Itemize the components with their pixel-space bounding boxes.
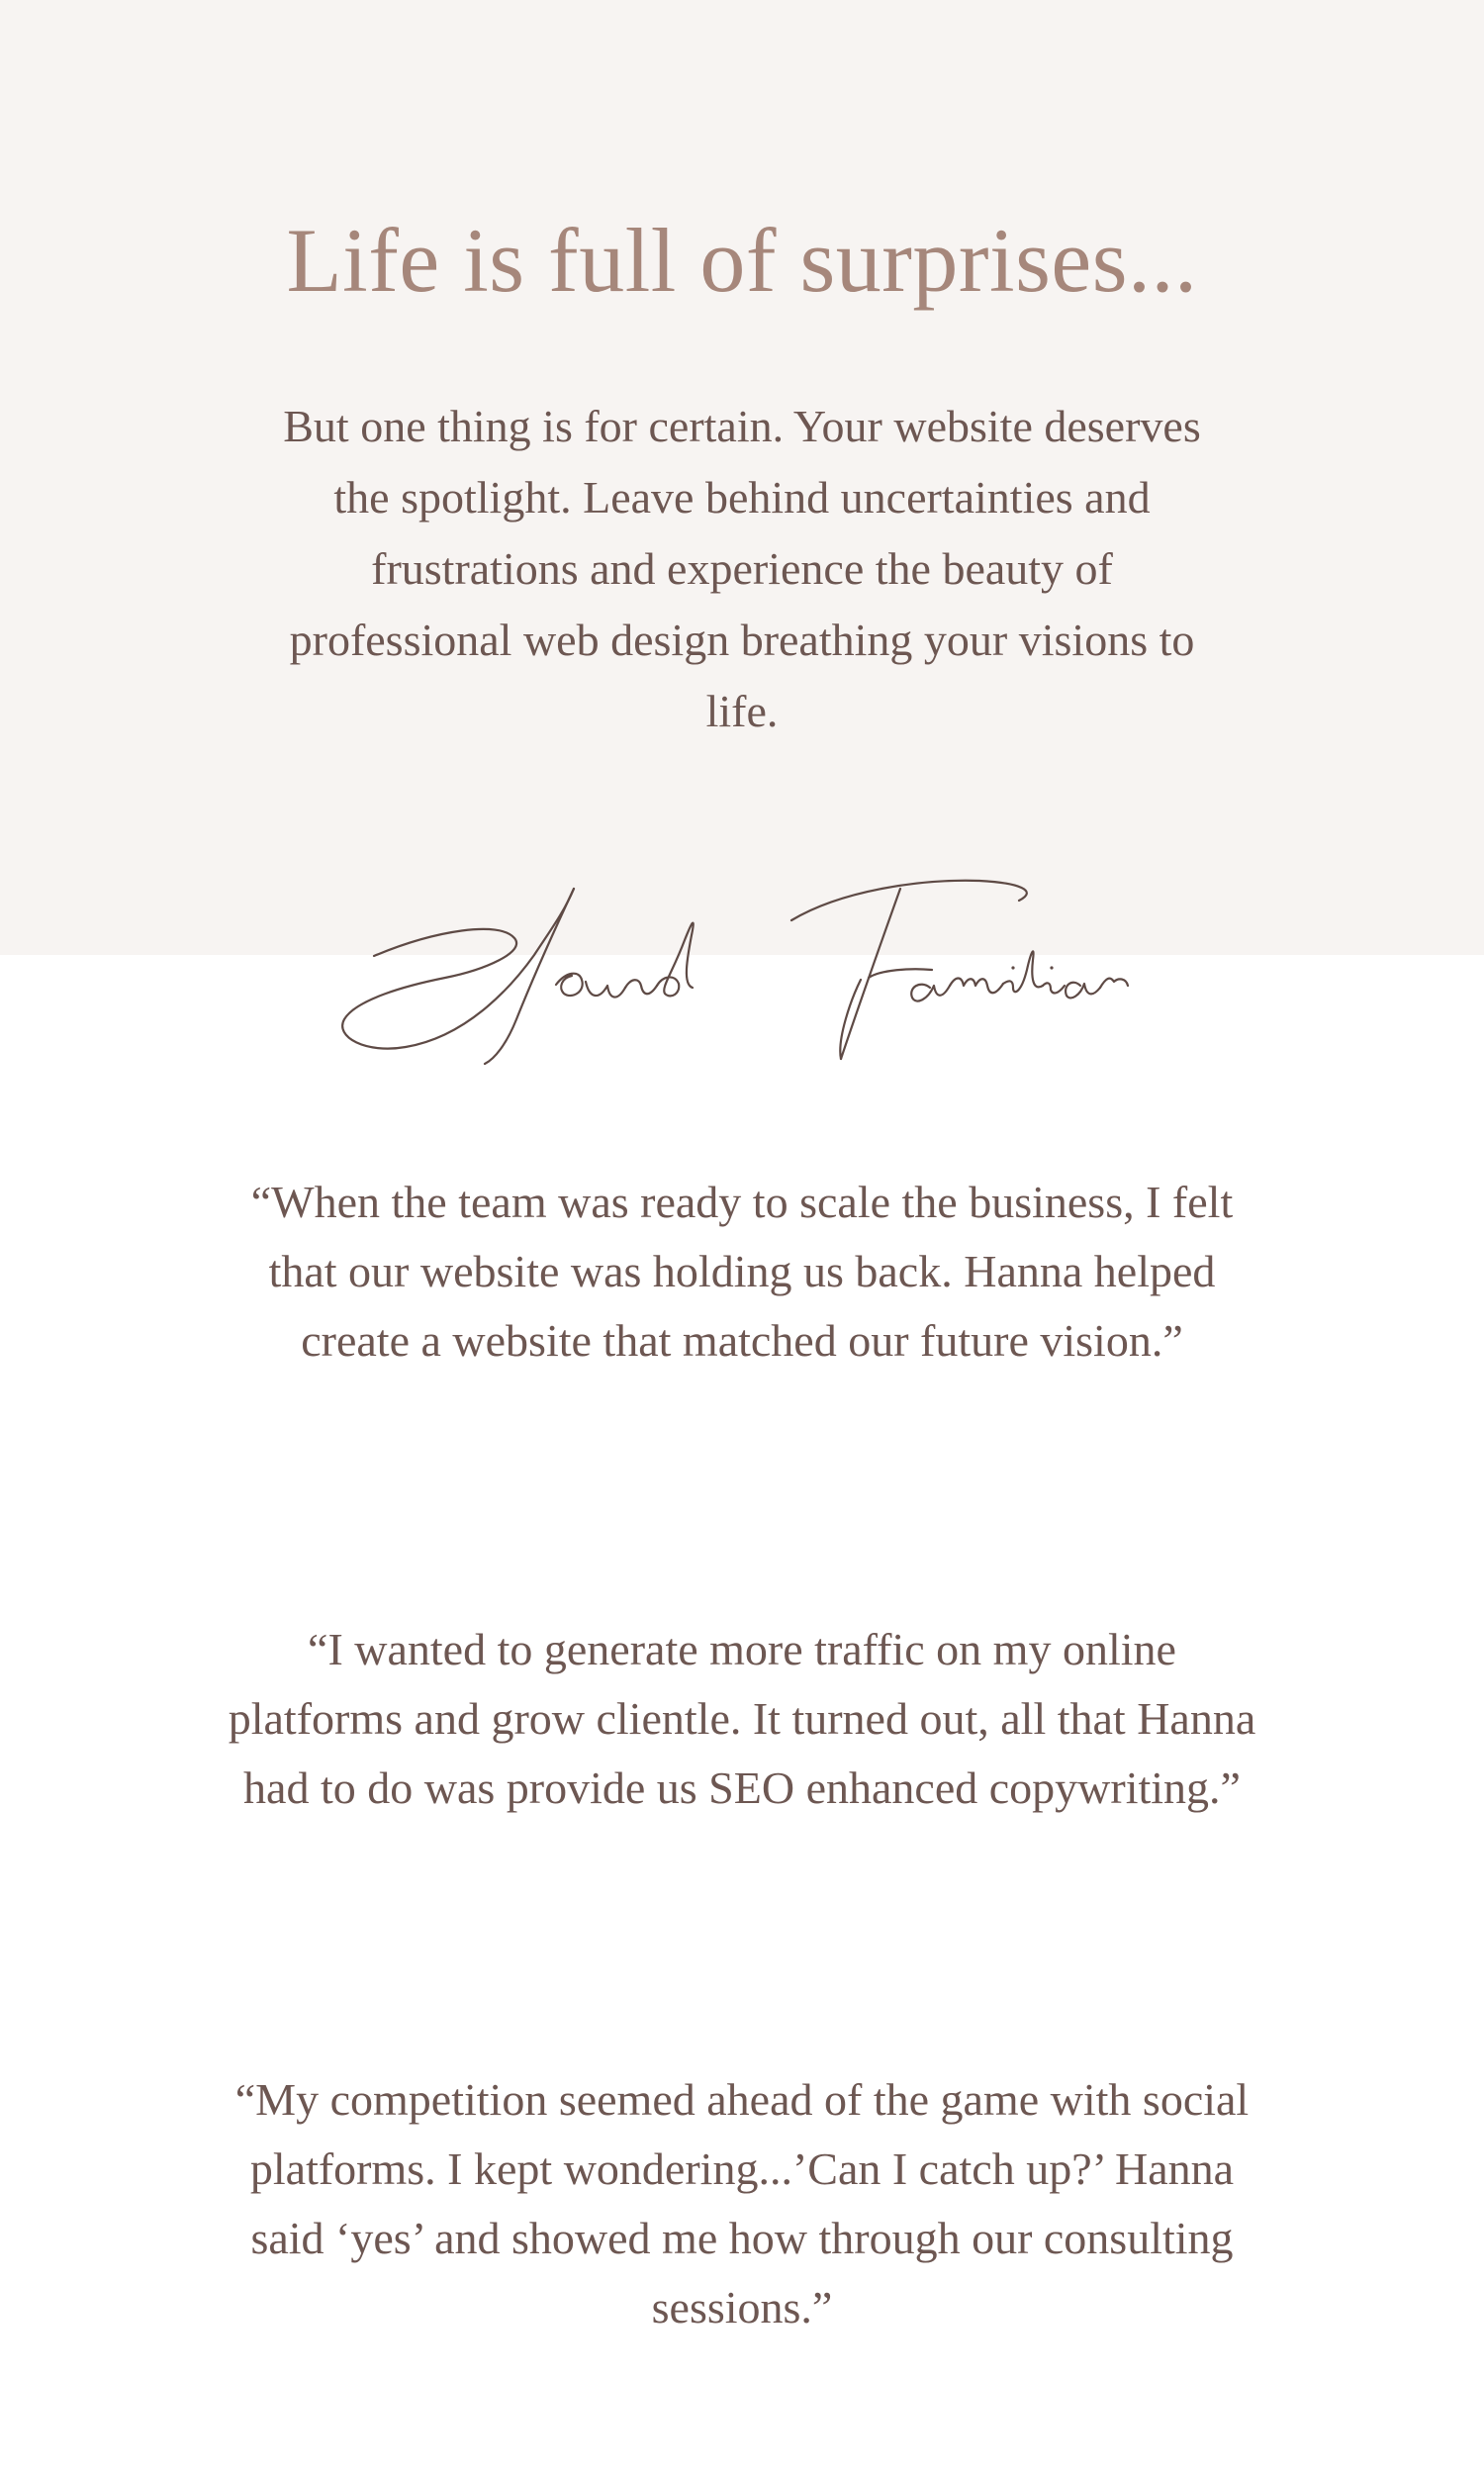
hero-body-text: But one thing is for certain. Your website deserves the spotlight. Leave behind uncertainties and frustrations and experience the beauty of professional web design breathing your visions to life. <box>283 401 1201 736</box>
hero-title: Life is full of surprises... <box>286 210 1198 311</box>
testimonial-quote-1: “When the team was ready to scale the business, I felt that our website was holding us back. Hanna helped create a website that matched our future vision.” <box>250 1177 1234 1366</box>
script-lettering-graphic <box>326 861 1177 1079</box>
testimonial-quote-3: “My competition seemed ahead of the game with social platforms. I kept wondering...’Can I catch up?’ Hanna said ‘yes’ and showed me how through our consulting sessions.” <box>234 2074 1250 2332</box>
sound-familiar-script-heading <box>326 861 1177 1079</box>
testimonial-quote-2: “I wanted to generate more traffic on my online platforms and grow clientle. It turned out, all that Hanna had to do was provide us SEO enhanced copywriting.” <box>228 1624 1256 1813</box>
